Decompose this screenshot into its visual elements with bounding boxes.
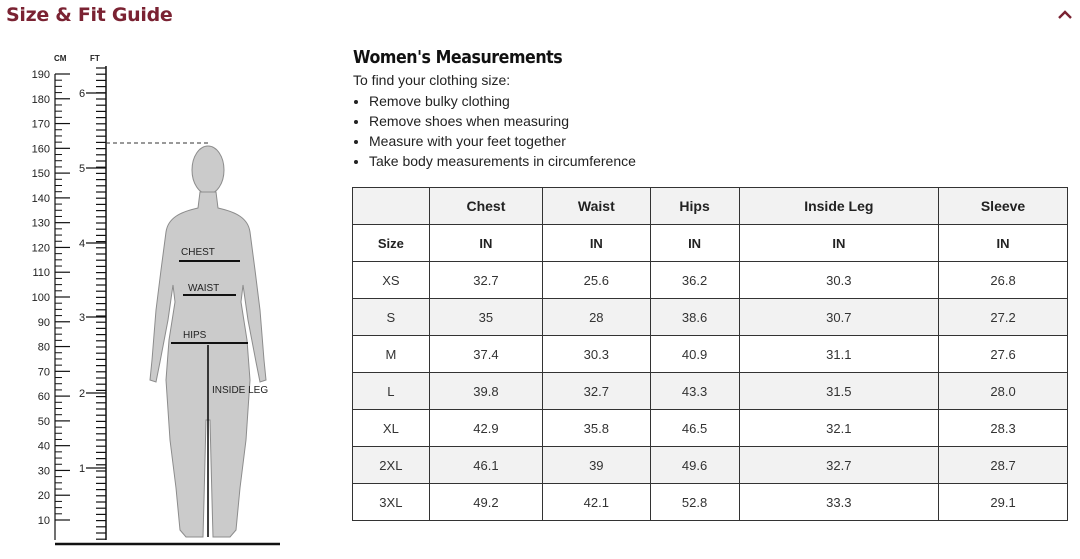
measurement-cell: 32.7 xyxy=(543,373,650,410)
size-cell: XS xyxy=(353,262,430,299)
table-header-row xyxy=(353,188,1068,225)
measurement-cell: 30.7 xyxy=(739,299,939,336)
table-row xyxy=(353,373,1068,410)
hips-label: HIPS xyxy=(183,330,207,341)
measurement-cell: 43.3 xyxy=(650,373,739,410)
cm-tick-label: 40 xyxy=(37,440,50,453)
unit-header: IN xyxy=(543,225,650,262)
cm-tick-label: 100 xyxy=(31,292,50,304)
unit-header: IN xyxy=(650,225,739,262)
measurement-cell: 31.5 xyxy=(739,373,939,410)
collapse-button[interactable] xyxy=(1054,4,1076,26)
cm-tick-label: 120 xyxy=(31,242,50,255)
measurement-cell: 46.5 xyxy=(650,410,739,447)
measurement-cell: 29.1 xyxy=(939,484,1068,521)
ft-tick-label: 1 xyxy=(78,463,86,475)
chest-label: CHEST xyxy=(181,247,215,258)
cm-tick-label: 110 xyxy=(32,267,50,280)
inside-leg-label: INSIDE LEG xyxy=(212,385,269,396)
size-cell: XL xyxy=(353,410,430,447)
measurement-cell: 28.7 xyxy=(939,447,1068,484)
cm-tick-label: 160 xyxy=(31,143,50,156)
ft-tick-label: 3 xyxy=(78,312,86,324)
column-header: Sleeve xyxy=(939,188,1068,225)
measurement-cell: 30.3 xyxy=(739,262,939,299)
instruction-list xyxy=(353,91,1053,171)
measurement-cell: 32.7 xyxy=(429,262,542,299)
instruction-item: • Remove shoes when measuring xyxy=(369,111,1053,131)
info-intro: To find your clothing size: xyxy=(353,72,511,88)
measurement-info xyxy=(353,46,1053,171)
size-column-header: Size xyxy=(353,225,430,262)
cm-tick-label: 10 xyxy=(37,515,50,527)
table-row xyxy=(353,410,1068,447)
measurement-cell: 36.2 xyxy=(650,262,739,299)
measurement-cell: 27.2 xyxy=(939,299,1068,336)
measurement-cell: 40.9 xyxy=(650,336,739,373)
measurement-cell: 31.1 xyxy=(739,336,939,373)
measurement-cell: 37.4 xyxy=(429,336,542,373)
body-silhouette xyxy=(150,146,269,537)
ft-unit-label: FT xyxy=(90,54,100,63)
ruler xyxy=(32,66,106,540)
measurement-cell: 28.0 xyxy=(939,373,1068,410)
measurement-cell: 26.8 xyxy=(939,262,1068,299)
table-row xyxy=(353,447,1068,484)
column-header: Hips xyxy=(650,188,739,225)
waist-label: WAIST xyxy=(188,283,220,294)
cm-tick-label: 190 xyxy=(31,69,50,81)
ft-tick-label: 5 xyxy=(78,163,86,175)
cm-tick-label: 70 xyxy=(37,366,50,379)
column-header: Chest xyxy=(429,188,542,225)
measurement-cell: 28.3 xyxy=(939,410,1068,447)
chevron-up-icon xyxy=(1054,4,1076,26)
table-row xyxy=(353,336,1068,373)
cm-tick-label: 170 xyxy=(31,118,50,131)
measurement-cell: 35 xyxy=(429,299,542,336)
unit-header: IN xyxy=(739,225,939,262)
cm-tick-label: 30 xyxy=(37,465,50,478)
cm-tick-label: 60 xyxy=(37,391,50,404)
unit-header: IN xyxy=(429,225,542,262)
cm-unit-label: CM xyxy=(54,54,67,63)
cm-tick-label: 50 xyxy=(37,415,50,428)
cm-tick-label: 150 xyxy=(31,168,50,181)
measurement-cell: 27.6 xyxy=(939,336,1068,373)
table-row xyxy=(353,484,1068,521)
cm-tick-label: 180 xyxy=(31,93,50,106)
measurement-cell: 35.8 xyxy=(543,410,650,447)
instruction-item: • Take body measurements in circumference xyxy=(369,151,1053,171)
measurement-cell: 39.8 xyxy=(429,373,542,410)
measurement-cell: 38.6 xyxy=(650,299,739,336)
cm-tick-label: 90 xyxy=(37,316,50,329)
measurement-cell: 52.8 xyxy=(650,484,739,521)
size-table xyxy=(352,187,1068,521)
measurement-cell: 42.1 xyxy=(543,484,650,521)
measurement-cell: 25.6 xyxy=(543,262,650,299)
measurement-cell: 46.1 xyxy=(429,447,542,484)
size-cell: M xyxy=(353,336,430,373)
cm-tick-label: 130 xyxy=(31,217,50,230)
measurement-cell: 32.1 xyxy=(739,410,939,447)
table-header-empty xyxy=(353,188,430,225)
measurement-cell: 28 xyxy=(543,299,650,336)
instruction-item: • Measure with your feet together xyxy=(369,131,1053,151)
measurement-cell: 30.3 xyxy=(543,336,650,373)
unit-header: IN xyxy=(939,225,1068,262)
size-cell: L xyxy=(353,373,430,410)
ft-tick-label: 6 xyxy=(78,88,86,100)
measurement-cell: 33.3 xyxy=(739,484,939,521)
cm-tick-label: 20 xyxy=(37,490,50,503)
size-cell: S xyxy=(353,299,430,336)
ft-tick-label: 4 xyxy=(78,238,86,250)
section-title: Size & Fit Guide xyxy=(6,4,173,26)
size-cell: 2XL xyxy=(353,447,430,484)
instruction-item: • Remove bulky clothing xyxy=(369,91,1053,111)
ft-tick-label: 2 xyxy=(78,388,86,400)
measurement-cell: 42.9 xyxy=(429,410,542,447)
column-header: Waist xyxy=(543,188,650,225)
table-body xyxy=(353,262,1068,521)
measurement-cell: 49.6 xyxy=(650,447,739,484)
cm-tick-label: 80 xyxy=(37,341,50,354)
size-cell: 3XL xyxy=(353,484,430,521)
table-unit-row xyxy=(353,225,1068,262)
cm-tick-label: 140 xyxy=(31,192,50,205)
height-chart xyxy=(0,40,300,559)
column-header: Inside Leg xyxy=(739,188,939,225)
table-row xyxy=(353,299,1068,336)
info-title: Women's Measurements xyxy=(353,47,563,68)
measurement-cell: 39 xyxy=(543,447,650,484)
measurement-cell: 49.2 xyxy=(429,484,542,521)
measurement-cell: 32.7 xyxy=(739,447,939,484)
table-row xyxy=(353,262,1068,299)
